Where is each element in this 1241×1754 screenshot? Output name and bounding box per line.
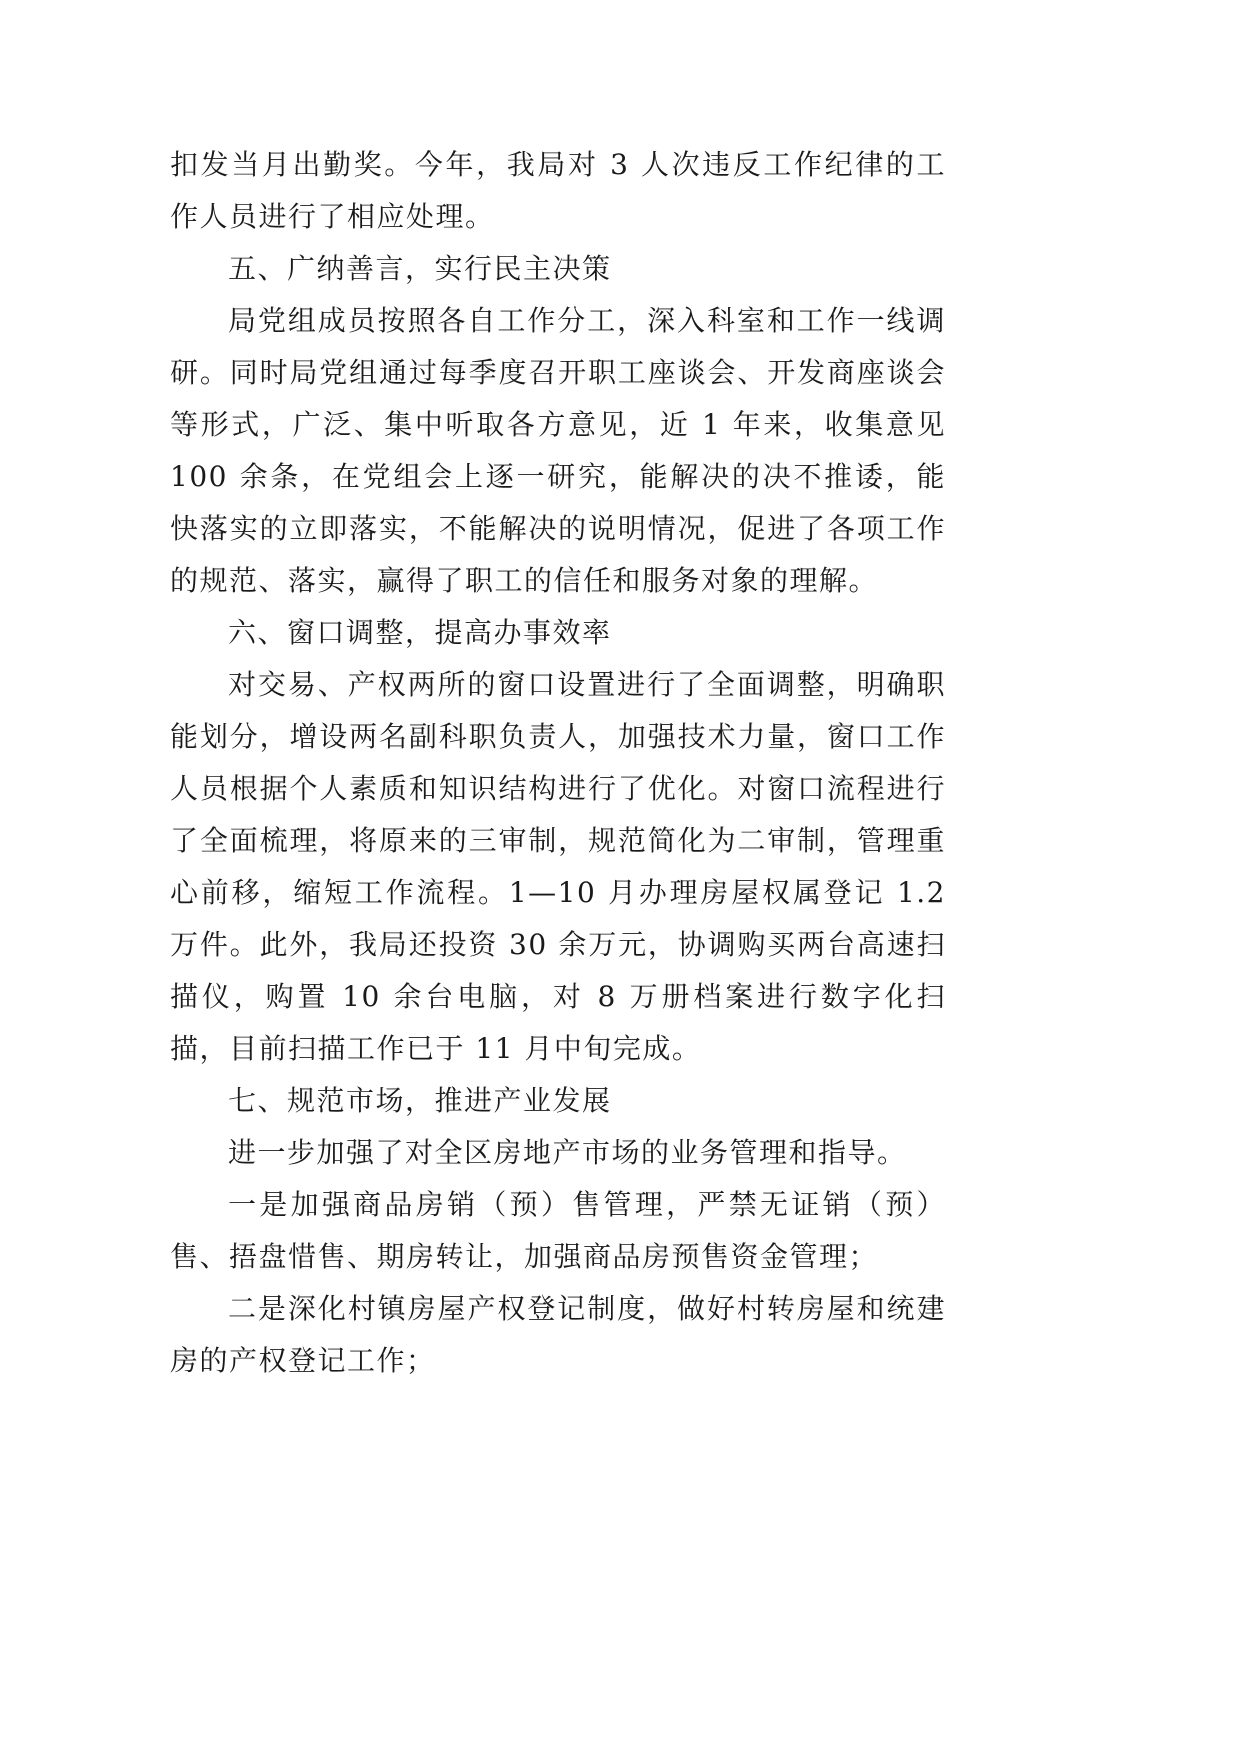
paragraph-item-2: 二是深化村镇房屋产权登记制度，做好村转房屋和统建房的产权登记工作；: [170, 1292, 946, 1377]
document-body: [170, 139, 946, 1387]
paragraph-market-guidance: 进一步加强了对全区房地产市场的业务管理和指导。: [228, 1136, 907, 1169]
section-heading-5: 五、广纳善言，实行民主决策: [228, 252, 612, 285]
paragraph-democratic-decisions: 局党组成员按照各自工作分工，深入科室和工作一线调研。同时局党组通过每季度召开职工座谈会、开发商座谈会等形式，广泛、集中听取各方意见，近 1 年来，收集意见 100 余条，在党组会上逐一研究，能解决的决不推诿，能快落实的立即落实，不能解决的说明情况，促进了各项工作的规范、落实，赢得了职工的信任和服务对象的理解。: [170, 304, 946, 597]
section-heading-7: 七、规范市场，推进产业发展: [228, 1084, 612, 1117]
paragraph-item-1: 一是加强商品房销（预）售管理，严禁无证销（预）售、捂盘惜售、期房转让，加强商品房预售资金管理；: [170, 1188, 946, 1273]
paragraph-window-adjustment: 对交易、产权两所的窗口设置进行了全面调整，明确职能划分，增设两名副科职负责人，加强技术力量，窗口工作人员根据个人素质和知识结构进行了优化。对窗口流程进行了全面梳理，将原来的三审制，规范简化为二审制，管理重心前移，缩短工作流程。1—10 月办理房屋权属登记 1.2 万件。此外，我局还投资 30 余万元，协调购买两台高速扫描仪，购置 10 余台电脑，对 8 万册档案进行数字化扫描，目前扫描工作已于 11 月中旬完成。: [170, 668, 946, 1065]
section-heading-6: 六、窗口调整，提高办事效率: [228, 616, 612, 649]
paragraph-continuation: 扣发当月出勤奖。今年，我局对 3 人次违反工作纪律的工作人员进行了相应处理。: [170, 148, 946, 233]
